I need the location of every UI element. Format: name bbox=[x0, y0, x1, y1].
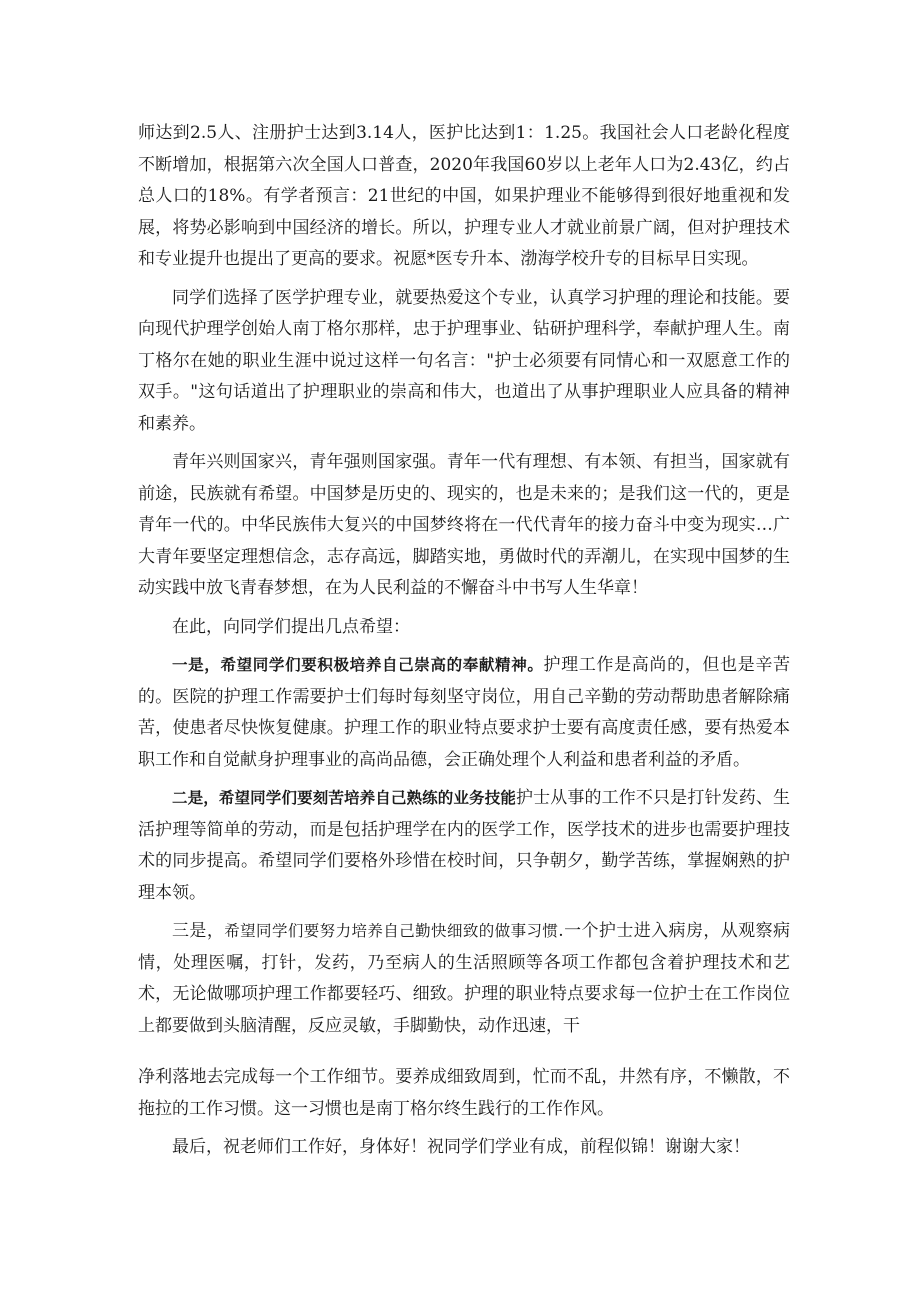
hope-three-heading: 希望同学们要努力培养自己勤快细致的做事习惯 bbox=[224, 922, 559, 940]
paragraph-hope-one bbox=[138, 650, 790, 776]
hope-three-text: .一个护士进入病房，从观察病情，处理医嘱，打针，发药，乃至病人的生活照顾等各项工作都包含着护理技术和艺术，无论做哪项护理工作都要轻巧、细致。护理的职业特点要求每一位护士在工作岗位上都要做到头脑清醒，反应灵敏，手脚勤快，动作迅速，干 bbox=[138, 921, 790, 1036]
paragraph-nightingale: 同学们选择了医学护理专业，就要热爱这个专业，认真学习护理的理论和技能。要向现代护理学创始人南丁格尔那样，忠于护理事业、钻研护理科学，奉献护理人生。南丁格尔在她的职业生涯中说过这样一句名言："护士必须要有同情心和一双愿意工作的双手。"这句话道出了护理职业的崇高和伟大，也道出了从事护理职业人应具备的精神和素养。 bbox=[138, 287, 790, 434]
paragraph-hope-three bbox=[138, 916, 790, 1042]
paragraph-statistics: 师达到2.5人、注册护士达到3.14人，医护比达到1：1.25。我国社会人口老龄化程度不断增加，根据第六次全国人口普查，2020年我国60岁以上老年人口为2.43亿，约占总人口的18%。有学者预言：21世纪的中国，如果护理业不能够得到很好地重视和发展，将势必影响到中国经济的增长。所以，护理专业人才就业前景广阔，但对护理技术和专业提升也提出了更高的要求。祝愿*医专升本、渤海学校升专的目标早日实现。 bbox=[138, 123, 790, 269]
hope-three-prefix: 三是， bbox=[172, 921, 225, 941]
paragraph-hope-three-continued: 净利落地去完成每一个工作细节。要养成细致周到，忙而不乱，井然有序，不懒散，不拖拉的工作习惯。这一习惯也是南丁格尔终生践行的工作作风。 bbox=[138, 1067, 790, 1119]
hope-one-text: 护理工作是高尚的，但也是辛苦的。医院的护理工作需要护士们每时每刻坚守岗位，用自己辛勤的劳动帮助患者解除痛苦，使患者尽快恢复健康。护理工作的职业特点要求护士要有高度责任感，要有热爱本职工作和自觉献身护理事业的高尚品德，会正确处理个人利益和患者利益的矛盾。 bbox=[138, 655, 790, 770]
paragraph-hope-two bbox=[138, 783, 790, 909]
paragraph-closing: 最后，祝老师们工作好，身体好！祝同学们学业有成，前程似锦！谢谢大家！ bbox=[172, 1137, 750, 1157]
document-body bbox=[138, 118, 790, 1171]
paragraph-youth: 青年兴则国家兴，青年强则国家强。青年一代有理想、有本领、有担当，国家就有前途，民族就有希望。中国梦是历史的、现实的，也是未来的；是我们这一代的，更是青年一代的。中华民族伟大复兴的中国梦终将在一代代青年的接力奋斗中变为现实…广大青年要坚定理想信念，志存高远，脚踏实地，勇做时代的弄潮儿，在实现中国梦的生动实践中放飞青春梦想，在为人民利益的不懈奋斗中书写人生华章！ bbox=[138, 452, 790, 598]
hope-two-text: 护士从事的工作不只是打针发药、生活护理等简单的劳动，而是包括护理学在内的医学工作，医学技术的进步也需要护理技术的同步提高。希望同学们要格外珍惜在校时间，只争朝夕，勤学苦练，掌握娴熟的护理本领。 bbox=[138, 788, 790, 903]
hope-two-heading: 二是，希望同学们要刻苦培养自己熟练的业务技能 bbox=[172, 789, 516, 807]
hope-one-heading: 一是，希望同学们要积极培养自己崇高的奉献精神。 bbox=[172, 656, 544, 674]
paragraph-hopes-intro: 在此，向同学们提出几点希望： bbox=[172, 616, 410, 637]
